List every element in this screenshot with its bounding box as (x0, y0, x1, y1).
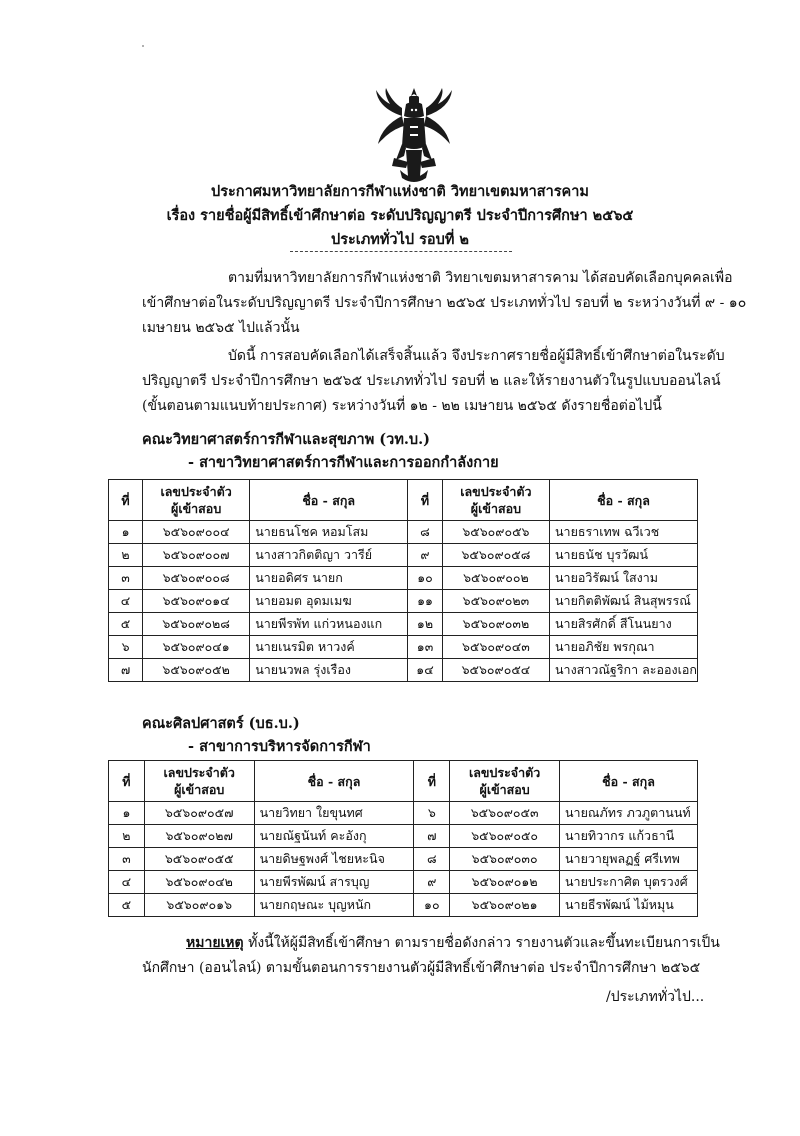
row-no-cell: ๓ (109, 848, 145, 871)
table-row (109, 848, 698, 871)
student-name-cell: นายประกาศิต บุตรวงศ์ (560, 871, 698, 894)
student-name-cell: นายดิษฐพงศ์ ไชยหะนิจ (254, 848, 414, 871)
table-row (109, 871, 698, 894)
table-row (109, 613, 698, 636)
note-line2: นักศึกษา (ออนไลน์) ตามขั้นตอนการรายงานตัวผู้มีสิทธิ์เข้าศึกษาต่อ ประจำปีการศึกษา ๒๕๖๕ (142, 960, 701, 976)
exam-id-cell: ๖๕๖๐๙๐๐๔ (143, 521, 250, 544)
exam-id-cell: ๖๕๖๐๙๐๑๒ (450, 871, 560, 894)
row-no-cell: ๑ (109, 521, 143, 544)
row-no-cell: ๔ (109, 590, 143, 613)
exam-id-cell: ๖๕๖๐๙๐๒๘ (143, 613, 250, 636)
student-name-cell: นายอมต อุดมเมฆ (250, 590, 408, 613)
intro-p1-line3: เมษายน ๒๕๖๕ ไปแล้วนั้น (142, 320, 300, 336)
exam-id-cell: ๖๕๖๐๙๐๕๕ (144, 848, 254, 871)
student-name-cell: นายธราเทพ ฉวีเวช (550, 521, 698, 544)
table-row (109, 659, 698, 682)
row-no-cell: ๖ (414, 802, 450, 825)
row-no-cell: ๑๓ (408, 636, 443, 659)
table-header-row (109, 480, 698, 521)
col-name-header: ชื่อ - สกุล (250, 480, 408, 521)
col-id-header (442, 480, 549, 521)
row-no-cell: ๔ (109, 871, 145, 894)
exam-id-cell: ๖๕๖๐๙๐๔๒ (144, 871, 254, 894)
col-id-header-line1: เลขประจำตัว (163, 765, 235, 780)
col-id-header-line1: เลขประจำตัว (460, 484, 532, 499)
table-row (109, 590, 698, 613)
col-id-header-line2: ผู้เข้าสอบ (171, 501, 222, 516)
col-id-header-line2: ผู้เข้าสอบ (479, 782, 530, 797)
exam-id-cell: ๖๕๖๐๙๐๑๔ (143, 590, 250, 613)
row-no-cell: ๑๒ (408, 613, 443, 636)
student-name-cell: นายอภิชัย พรกุณา (550, 636, 698, 659)
program-heading: - สาขาวิทยาศาสตร์การกีฬาและการออกกำลังกาย (188, 454, 499, 471)
header-divider (290, 251, 512, 252)
intro-p2-line3: (ขั้นตอนตามแนบท้ายประกาศ) ระหว่างวันที่ ๑๒ - ๒๒ เมษายน ๒๕๖๕ ดังรายชื่อต่อไปนี้ (142, 398, 662, 414)
row-no-cell: ๑๔ (408, 659, 443, 682)
row-no-cell: ๑๐ (408, 567, 443, 590)
intro-p1-line2: เข้าศึกษาต่อในระดับปริญญาตรี ประจำปีการศึกษา ๒๕๖๕ ประเภททั่วไป รอบที่ ๒ ระหว่างวันที่ ๙ - ๑๐ (142, 295, 747, 311)
student-name-cell: นายสิรศักดิ์ สีโนนยาง (550, 613, 698, 636)
row-no-cell: ๙ (408, 544, 443, 567)
student-name-cell: นายวายุพลฏฐ์ ศรีเทพ (560, 848, 698, 871)
exam-id-cell: ๖๕๖๐๙๐๕๔ (442, 659, 549, 682)
table-row (109, 636, 698, 659)
continued-marker: /ประเภททั่วไป... (606, 989, 705, 1005)
exam-id-cell: ๖๕๖๐๙๐๓๐ (450, 848, 560, 871)
announcement-subject: เรื่อง รายชื่อผู้มีสิทธิ์เข้าศึกษาต่อ ระดับปริญญาตรี ประจำปีการศึกษา ๒๕๖๕ (166, 207, 634, 224)
scan-speck (142, 45, 144, 47)
col-id-header-line2: ผู้เข้าสอบ (174, 782, 225, 797)
student-name-cell: นายอวิรัฒน์ ใสงาม (550, 567, 698, 590)
col-no-header: ที่ (408, 480, 443, 521)
row-no-cell: ๑๐ (414, 894, 450, 917)
row-no-cell: ๙ (414, 871, 450, 894)
col-no-header: ที่ (109, 761, 145, 802)
row-no-cell: ๗ (414, 825, 450, 848)
student-name-cell: นายกฤษณะ บุญหนัก (254, 894, 414, 917)
student-name-cell: นายธนโชค หอมโสม (250, 521, 408, 544)
student-name-cell: นายพีรพัฒน์ สารบุญ (254, 871, 414, 894)
student-name-cell: นายวิทยา ใยขุนทศ (254, 802, 414, 825)
exam-id-cell: ๖๕๖๐๙๐๕๗ (144, 802, 254, 825)
table-row (109, 802, 698, 825)
row-no-cell: ๓ (109, 567, 143, 590)
table-row (109, 825, 698, 848)
note-text-1: ทั้งนี้ให้ผู้มีสิทธิ์เข้าศึกษา ตามรายชื่อดังกล่าว รายงานตัวและขึ้นทะเบียนการเป็น (243, 935, 720, 951)
exam-id-cell: ๖๕๖๐๙๐๐๘ (143, 567, 250, 590)
student-name-cell: นายพีรพัท แก่วหนองแก (250, 613, 408, 636)
intro-p2-line1: บัดนี้ การสอบคัดเลือกได้เสร็จสิ้นแล้ว จึงประกาศรายชื่อผู้มีสิทธิ์เข้าศึกษาต่อในระดับ (228, 348, 725, 364)
col-no-header: ที่ (109, 480, 143, 521)
row-no-cell: ๑ (109, 802, 145, 825)
note-label: หมายเหตุ (186, 935, 244, 951)
student-table-sport-science (108, 479, 698, 682)
student-name-cell: นายกิตติพัฒน์ สินสุพรรณ์ (550, 590, 698, 613)
exam-id-cell: ๖๕๖๐๙๐๕๖ (442, 521, 549, 544)
col-name-header: ชื่อ - สกุล (254, 761, 414, 802)
exam-id-cell: ๖๕๖๐๙๐๑๖ (144, 894, 254, 917)
exam-id-cell: ๖๕๖๐๙๐๔๓ (442, 636, 549, 659)
col-id-header (144, 761, 254, 802)
col-name-header: ชื่อ - สกุล (560, 761, 698, 802)
row-no-cell: ๗ (109, 659, 143, 682)
faculty-heading: คณะศิลปศาสตร์ (บธ.บ.) (142, 715, 300, 732)
exam-id-cell: ๖๕๖๐๙๐๔๑ (143, 636, 250, 659)
note-line1 (186, 931, 720, 956)
row-no-cell: ๑๑ (408, 590, 443, 613)
student-name-cell: นายธีรพัฒน์ ไม้หมุน (560, 894, 698, 917)
row-no-cell: ๘ (414, 848, 450, 871)
col-id-header-line1: เลขประจำตัว (468, 765, 541, 780)
col-name-header: ชื่อ - สกุล (550, 480, 698, 521)
table-header-row (109, 761, 698, 802)
exam-id-cell: ๖๕๖๐๙๐๓๒ (442, 613, 549, 636)
exam-id-cell: ๖๕๖๐๙๐๕๒ (143, 659, 250, 682)
row-no-cell: ๕ (109, 613, 143, 636)
student-name-cell: นายนวพล รุ่งเรือง (250, 659, 408, 682)
announcement-category: ประเภททั่วไป รอบที่ ๒ (331, 231, 469, 248)
row-no-cell: ๒ (109, 825, 145, 848)
exam-id-cell: ๖๕๖๐๙๐๐๒ (442, 567, 549, 590)
table-row (109, 544, 698, 567)
col-no-header: ที่ (414, 761, 450, 802)
student-name-cell: นายทิวากร แก้วธานี (560, 825, 698, 848)
garuda-emblem-icon (372, 86, 456, 182)
intro-p2-line2: ปริญญาตรี ประจำปีการศึกษา ๒๕๖๕ ประเภททั่วไป รอบที่ ๒ และให้รายงานตัวในรูปแบบออนไลน์ (142, 373, 721, 389)
col-id-header-line2: ผู้เข้าสอบ (470, 501, 522, 516)
exam-id-cell: ๖๕๖๐๙๐๒๓ (442, 590, 549, 613)
col-id-header-line1: เลขประจำตัว (160, 484, 232, 499)
table-row (109, 521, 698, 544)
row-no-cell: ๘ (408, 521, 443, 544)
student-table-sport-management (108, 760, 698, 917)
announcement-title: ประกาศมหาวิทยาลัยการกีฬาแห่งชาติ วิทยาเขตมหาสารคาม (211, 183, 589, 200)
exam-id-cell: ๖๕๖๐๙๐๒๑ (450, 894, 560, 917)
student-name-cell: นายณภัทร ภวภูตานนท์ (560, 802, 698, 825)
exam-id-cell: ๖๕๖๐๙๐๕๘ (442, 544, 549, 567)
student-name-cell: นายเนรมิต หาวงค์ (250, 636, 408, 659)
program-heading: - สาขาการบริหารจัดการกีฬา (188, 738, 371, 755)
student-name-cell: นายณัฐนันท์ คะอังกุ (254, 825, 414, 848)
student-name-cell: นายอดิศร นายก (250, 567, 408, 590)
row-no-cell: ๕ (109, 894, 145, 917)
exam-id-cell: ๖๕๖๐๙๐๕๐ (450, 825, 560, 848)
intro-p1-line1: ตามที่มหาวิทยาลัยการกีฬาแห่งชาติ วิทยาเขตมหาสารคาม ได้สอบคัดเลือกบุคคลเพื่อ (228, 270, 733, 286)
student-name-cell: นางสาวณัฐริกา ละอองเอก (550, 659, 698, 682)
exam-id-cell: ๖๕๖๐๙๐๕๓ (450, 802, 560, 825)
student-name-cell: นายธนัช บุรวัฒน์ (550, 544, 698, 567)
exam-id-cell: ๖๕๖๐๙๐๒๗ (144, 825, 254, 848)
table-row (109, 567, 698, 590)
col-id-header (450, 761, 560, 802)
col-id-header (143, 480, 250, 521)
row-no-cell: ๒ (109, 544, 143, 567)
exam-id-cell: ๖๕๖๐๙๐๐๗ (143, 544, 250, 567)
faculty-heading: คณะวิทยาศาสตร์การกีฬาและสุขภาพ (วท.บ.) (142, 431, 431, 448)
row-no-cell: ๖ (109, 636, 143, 659)
table-row (109, 894, 698, 917)
student-name-cell: นางสาวกิตติญา วารีย์ (250, 544, 408, 567)
